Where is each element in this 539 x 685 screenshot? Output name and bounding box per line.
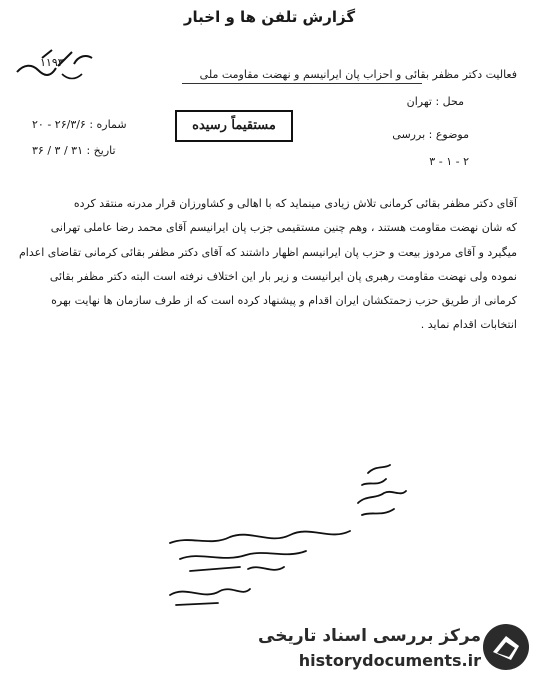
code-field: ۲ - ۱ - ۳ [429, 155, 469, 168]
signature-marks [100, 455, 440, 635]
body-line: که شان نهضت مقاومت هستند ، وهم چنین مستقیمی جزب پان ایرانیسم آقای محمد رضا عاملی تهرانی [50, 221, 517, 235]
handwritten-number-text: ۱۱۹۳ [40, 56, 64, 69]
reference-field: موضوع : بررسی [392, 128, 469, 141]
archive-logo [228, 618, 533, 685]
archive-name: مرکز بررسی اسناد تاریخی [258, 626, 481, 646]
body-line: کرمانی از طریق حزب زحمتکشان ایران اقدام و پیشنهاد کرده است که از طرف سازمان ها نهایت بهره [51, 294, 517, 308]
document-date: تاریخ : ۳۱ / ۳ / ۳۶ [32, 144, 116, 157]
subject-line: فعالیت دکتر مظفر بقائی و احزاب پان ایرانیسم و نهضت مقاومت ملی [199, 68, 517, 81]
archive-url: historydocuments.ir [298, 651, 481, 670]
document-title: گزارش تلفن ها و اخبار [183, 8, 356, 26]
body-line: انتخابات اقدام نماید . [420, 318, 517, 332]
stamp-box: مستقیماً رسیده [175, 110, 293, 142]
body-line: آقای دکتر مظفر بقائی کرمانی تلاش زیادی مینماید که با اهالی و کشاورزان قرار مدرنه منتقد کرده [73, 197, 517, 210]
document-number: شماره : ۲۶/۳/۶ - ۲۰ [32, 118, 127, 131]
city-field: محل : تهران [406, 95, 464, 108]
handwritten-number [12, 44, 102, 88]
body-line: میگیرد و آقای مردوز بیعت و حزب پان ایرانیسم اظهار داشتند که آقای دکتر مظفر بقائی کرمانی تقاضای اعدام [19, 245, 517, 259]
body-line: نموده ولی نهضت مقاومت رهبری پان ایرانیست و زیر بار این اختلاف نرفته است البته دکتر مظفر بقائی [49, 269, 517, 283]
archive-emblem-icon [481, 622, 531, 672]
subject-underline [182, 83, 422, 84]
report-body [17, 192, 517, 338]
